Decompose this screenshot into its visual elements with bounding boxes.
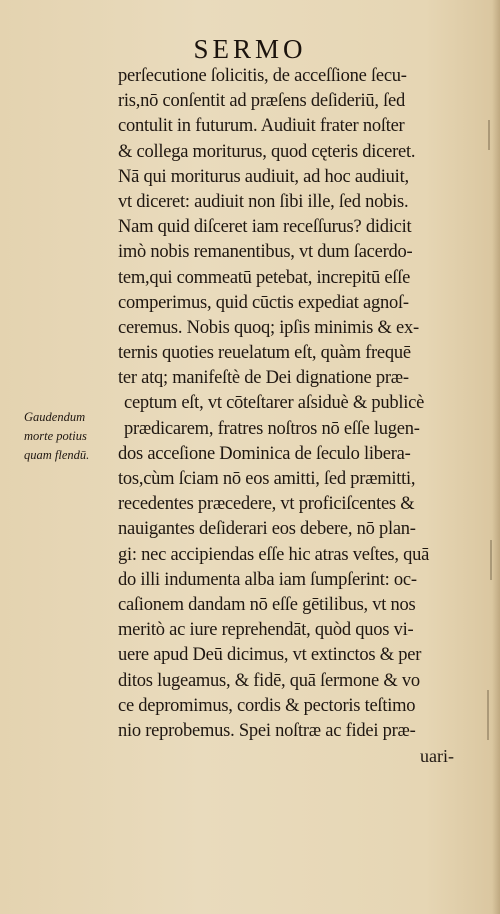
text-line: dos acceſione Dominica de ſeculo libera- bbox=[118, 443, 411, 464]
text-line: contulit in futurum. Audiuit frater noſter bbox=[118, 116, 405, 137]
running-head: SERMO bbox=[193, 34, 307, 64]
text-line: perſecutione ſolicitis, de acceſſione ſecu- bbox=[118, 66, 407, 86]
text-line: prædicarem, fratres noſtros nō eſſe lugen- bbox=[124, 418, 420, 439]
text-line: ceremus. Nobis quoq; ipſis minimis & ex- bbox=[118, 317, 419, 338]
bleed-through-mark bbox=[487, 690, 489, 740]
text-line: ditos lugeamus, & fidē, quā ſermone & vo bbox=[118, 670, 420, 691]
text-line: gi: nec accipiendas eſſe hic atras veſtes, quā bbox=[118, 544, 430, 565]
text-line: vt diceret: audiuit non ſibi ille, ſed nobis. bbox=[118, 191, 409, 212]
text-line: meritò ac iure reprehendāt, quòd quos vi- bbox=[118, 620, 414, 641]
text-line: caſionem dandam nō eſſe gētilibus, vt nos bbox=[118, 594, 416, 615]
text-line: ceptum eſt, vt cōteſtarer aſsiduè & publicè bbox=[124, 393, 425, 414]
marginal-note-line: quam flendū. bbox=[24, 448, 90, 462]
text-line: & collega moriturus, quod cęteris diceret. bbox=[118, 141, 416, 162]
text-line: recedentes præcedere, vt proficiſcentes & bbox=[118, 494, 415, 515]
text-line: tos,cùm ſciam nō eos amitti, ſed præmitti, bbox=[118, 469, 416, 489]
text-line: ce depromimus, cordis & pectoris teſtimo bbox=[118, 695, 416, 716]
text-line: ter atq; manifeſtè de Dei dignatione præ- bbox=[118, 368, 409, 389]
catch-word: uari- bbox=[420, 746, 454, 766]
page-edge-shadow bbox=[492, 0, 500, 914]
text-line: imò nobis remanentibus, vt dum ſacerdo- bbox=[118, 242, 413, 263]
body-text bbox=[118, 64, 490, 744]
text-line: Nam quid diſceret iam receſſurus? didicit bbox=[118, 217, 412, 238]
text-line: do illi indumenta alba iam ſumpſerint: oc- bbox=[118, 569, 417, 590]
text-line: nio reprobemus. Spei noſtræ ac fidei præ- bbox=[118, 720, 416, 741]
marginal-note-line: Gaudendum bbox=[24, 410, 86, 424]
text-line: ris,nō conſentit ad præſens deſideriū, ſed bbox=[118, 91, 405, 112]
text-line: comperimus, quid cūctis expediat agnoſ- bbox=[118, 292, 409, 313]
text-line: ternis quoties reuelatum eſt, quàm frequē bbox=[118, 343, 411, 364]
marginal-note bbox=[24, 408, 124, 465]
bleed-through-mark bbox=[488, 120, 490, 150]
text-line: nauigantes deſiderari eos debere, nō plan- bbox=[118, 519, 416, 540]
marginal-note-line: morte potius bbox=[24, 429, 87, 443]
text-line: Nā qui moriturus audiuit, ad hoc audiuit, bbox=[118, 166, 409, 187]
text-line: uere apud Deū dicimus, vt extinctos & per bbox=[118, 645, 422, 666]
text-line: tem,qui commeatū petebat, increpitū eſſe bbox=[118, 267, 411, 288]
